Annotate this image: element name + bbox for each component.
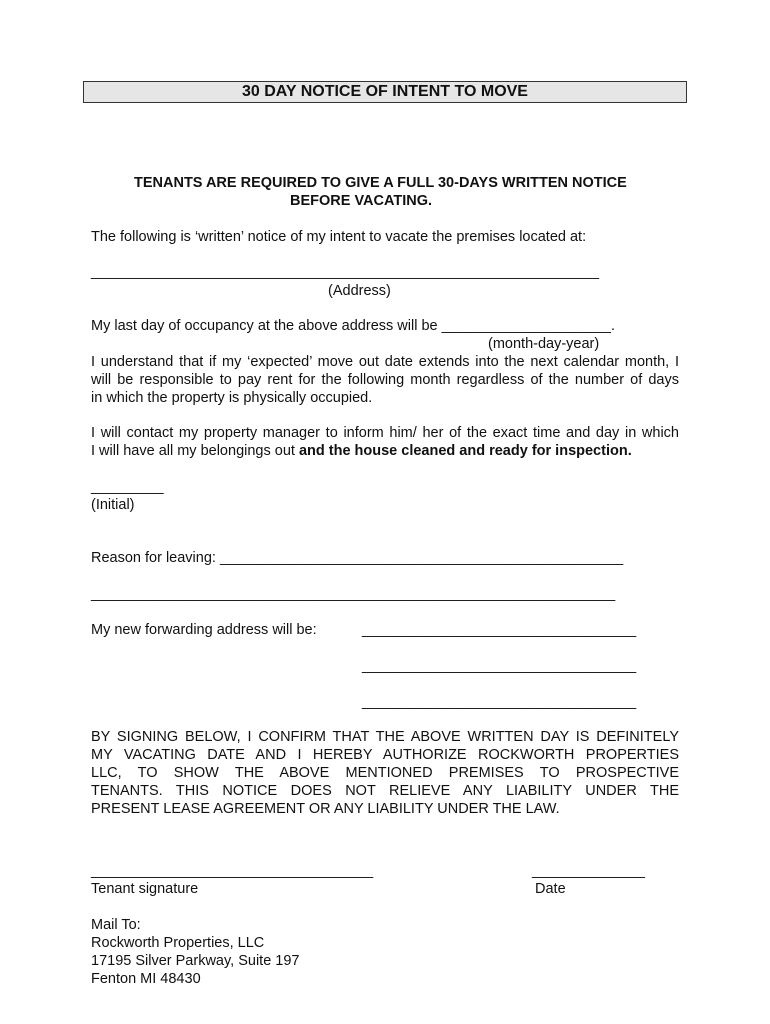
confirm-line-4: TENANTS. THIS NOTICE DOES NOT RELIEVE ANY LIABILITY UNDER THE xyxy=(91,783,679,799)
confirm-line-5: PRESENT LEASE AGREEMENT OR ANY LIABILITY UNDER THE LAW. xyxy=(91,801,560,817)
forwarding-blank-2[interactable]: __________________________________ xyxy=(362,658,637,674)
month-day-year-label: (month-day-year) xyxy=(488,336,600,352)
forwarding-address-label: My new forwarding address will be: xyxy=(91,622,317,638)
understand-line-2: will be responsible to pay rent for the following month regardless of the number of days xyxy=(91,372,679,388)
last-day-text[interactable]: My last day of occupancy at the above address will be _____________________. xyxy=(91,318,615,334)
signature-blank[interactable]: ___________________________________ xyxy=(91,863,374,879)
initial-blank[interactable]: _________ xyxy=(91,479,164,495)
reason-for-leaving-field[interactable]: Reason for leaving: __________________________________________________ xyxy=(91,550,624,566)
mail-city: Fenton MI 48430 xyxy=(91,971,201,987)
confirm-line-2: MY VACATING DATE AND I HEREBY AUTHORIZE ROCKWORTH PROPERTIES xyxy=(91,747,679,763)
confirm-line-3: LLC, TO SHOW THE ABOVE MENTIONED PREMISES TO PROSPECTIVE xyxy=(91,765,679,781)
address-label: (Address) xyxy=(328,283,391,299)
mail-company: Rockworth Properties, LLC xyxy=(91,935,265,951)
confirm-line-1: BY SIGNING BELOW, I CONFIRM THAT THE ABOVE WRITTEN DAY IS DEFINITELY xyxy=(91,729,679,745)
reason-blank-2[interactable]: _________________________________________________________________ xyxy=(91,586,616,602)
contact-line-2-bold: and the house cleaned and ready for inspection. xyxy=(298,443,632,459)
tenant-signature-label: Tenant signature xyxy=(91,881,199,897)
forwarding-blank-3[interactable]: __________________________________ xyxy=(362,694,637,710)
forwarding-blank-1[interactable]: __________________________________ xyxy=(362,622,637,638)
requirement-line-1: TENANTS ARE REQUIRED TO GIVE A FULL 30-DAYS WRITTEN NOTICE xyxy=(134,175,627,191)
mail-to-heading: Mail To: xyxy=(91,917,141,933)
contact-line-1: I will contact my property manager to inform him/ her of the exact time and day in which xyxy=(91,425,679,441)
requirement-line-2: BEFORE VACATING. xyxy=(290,193,433,209)
address-blank[interactable]: _______________________________________________________________ xyxy=(91,264,600,280)
understand-line-1: I understand that if my ‘expected’ move out date extends into the next calendar month, I xyxy=(91,354,679,370)
contact-line-2-plain: I will have all my belongings out xyxy=(91,443,299,459)
date-blank[interactable]: ______________ xyxy=(532,863,645,879)
understand-line-3: in which the property is physically occupied. xyxy=(91,390,373,406)
contact-line-2 xyxy=(91,443,632,459)
intro-text: The following is ‘written’ notice of my intent to vacate the premises located at: xyxy=(91,229,587,245)
mail-street: 17195 Silver Parkway, Suite 197 xyxy=(91,953,300,969)
document-title: 30 DAY NOTICE OF INTENT TO MOVE xyxy=(83,81,687,103)
date-label: Date xyxy=(535,881,566,897)
initial-label: (Initial) xyxy=(91,497,135,513)
